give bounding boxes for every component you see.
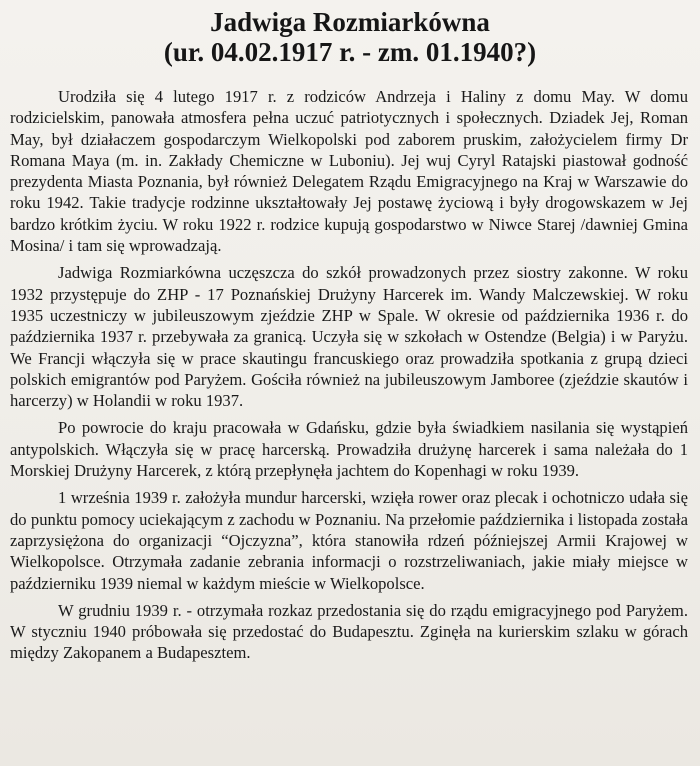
document-body [10, 86, 688, 670]
paragraph-war-1939: 1 września 1939 r. założyła mundur harcerski, wzięła rower oraz plecak i ochotniczo udała się do punktu pomocy uciekającym z zachodu w Poznaniu. Na przełomie października i listopada została zaprzysiężona do organizacji “Ojczyzna”, która stanowiła rdzeń późniejszej Armii Krajowej w Wielkopolsce. Otrzymała zadanie zebrania informacji o rozstrzeliwaniach, jakie miały miejsce w październiku 1939 niemal w każdym mieście w Wielkopolsce. [10, 488, 688, 593]
paragraph-gdansk: Po powrocie do kraju pracowała w Gdańsku, gdzie była świadkiem nasilania się wystąpień antypolskich. Włączyła się w pracę harcerską. Prowadziła drużynę harcerek i sama należała do 1 Morskiej Drużyny Harcerek, z którą przepłynęła jachtem do Kopenhagi w roku 1939. [10, 418, 688, 481]
document-title: Jadwiga Rozmiarkówna [210, 7, 490, 37]
paragraph-birth-family: Urodziła się 4 lutego 1917 r. z rodziców Andrzeja i Haliny z domu May. W domu rodzicielskim, panowała atmosfera pełna uczuć patriotycznych i społecznych. Dziadek Jej, Roman May, był działaczem gospodarczym Wielkopolski pod zaborem pruskim, założycielem firmy Dr Romana Maya (m. in. Zakłady Chemiczne w Luboniu). Jej wuj Cyryl Ratajski piastował godność prezydenta Miasta Poznania, był również Delegatem Rządu Emigracyjnego na Kraj w Warszawie do roku 1942. Takie tradycje rodzinne ukształtowały Jej postawę życiową i były drogowskazem w Jej bardzo krótkim życiu. W roku 1922 r. rodzice kupują gospodarstwo w Niwce Starej /dawniej Gmina Mosina/ i tam się wprowadzają. [10, 87, 688, 256]
paragraph-scouting: Jadwiga Rozmiarkówna uczęszcza do szkół prowadzonych przez siostry zakonne. W roku 1932 przystępuje do ZHP - 17 Poznańskiej Drużyny Harcerek im. Wandy Malczewskiej. W roku 1935 uczestniczy w jubileuszowym zjeździe ZHP w Spale. W okresie od października 1936 r. do października 1937 r. przebywała za granicą. Uczyła się w szkołach w Ostendze (Belgia) i w Paryżu. We Francji włączyła się w prace skautingu francuskiego oraz prowadziła spotkania z grupą dzieci polskich emigrantów pod Paryżem. Gościła również na jubileuszowym Jamboree (zjeździe skautów i harcerzy) w Holandii w roku 1937. [10, 263, 688, 411]
document-subtitle: (ur. 04.02.1917 r. - zm. 01.1940?) [163, 37, 537, 67]
paragraph-courier: W grudniu 1939 r. - otrzymała rozkaz przedostania się do rządu emigracyjnego pod Paryżem. W styczniu 1940 próbowała się przedostać do Budapesztu. Zginęła na kurierskim szlaku w górach między Zakopanem a Budapesztem. [10, 600, 688, 663]
